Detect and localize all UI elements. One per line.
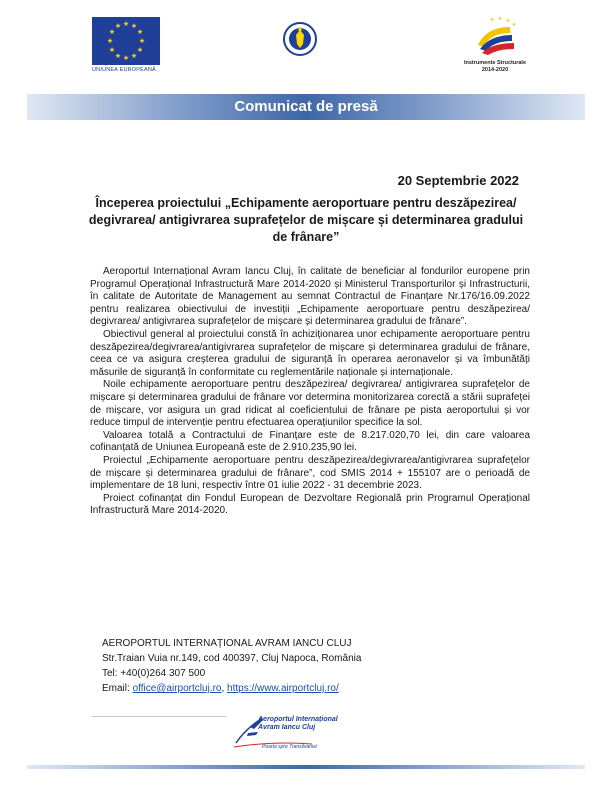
eu-stars-icon — [92, 17, 160, 65]
svg-text:★: ★ — [114, 52, 122, 60]
instrumente-structurale-caption — [455, 60, 535, 74]
press-release-banner — [27, 94, 585, 120]
instrumente-structurale-logo — [470, 15, 518, 57]
paragraph-3: Noile echipamente aeroportuare pentru deszăpezirea/ degivrarea/ antigivrarea suprafețelor de mișcare și determinarea gradului de frânare vor determina monitorizarea corectă a stării suprafeței de mișcare, vor asigura un grad ridicat al coeficientului de frânare pe pista aeroportului și vor reduce timpul de intervenție pentru efectuarea operațiunilor specifice la sol. — [90, 379, 530, 429]
bottom-decorative-bar — [27, 765, 585, 769]
release-title: Începerea proiectului „Echipamente aeroportuare pentru deszăpezirea/ degivrarea/ antigivrarea suprafețelor de mișcare și determinarea gradului de frânare” — [88, 196, 524, 244]
paragraph-5: Proiectul „Echipamente aeroportuare pentru deszăpezirea/degivrarea/antigivrarea suprafețelor de mișcare și determinarea gradului de frânare”, cod SMIS 2014 + 155107 are o perioadă de implementare de 18 luni, respectiv între 01 iulie 2022 - 31 decembrie 2023. — [90, 454, 530, 492]
svg-text:★: ★ — [108, 28, 116, 36]
svg-text:★: ★ — [136, 28, 144, 36]
contact-phone: Tel: +40(0)264 307 500 — [102, 668, 206, 679]
svg-text:★: ★ — [136, 46, 144, 54]
svg-text:★: ★ — [122, 20, 130, 28]
footer-divider — [92, 716, 226, 717]
paragraph-2: Obiectivul general al proiectului constă în achiziționarea unor echipamente aeroportuare pentru deszăpezirea/degivrarea/antigivrarea suprafețelor de mișcare și determinarea gradului de frânare, ceea ce va asigura creșterea gradului de siguranță în operarea aeronavelor și va îmbunătăți măsurile de siguranță în conformitate cu reglementările naționale și internaționale. — [90, 328, 530, 378]
airport-footer-tagline: Poarta spre Transilvania! — [262, 744, 318, 750]
airport-footer-name — [258, 716, 338, 732]
government-seal-logo — [283, 17, 317, 61]
svg-text:★: ★ — [106, 37, 114, 45]
svg-text:★: ★ — [122, 54, 130, 62]
website-link[interactable]: https://www.airportcluj.ro/ — [227, 683, 339, 694]
svg-text:★: ★ — [130, 52, 138, 60]
svg-text:★: ★ — [114, 22, 122, 30]
svg-text:★: ★ — [130, 22, 138, 30]
romanian-coat-of-arms-icon — [283, 17, 317, 61]
contact-block — [102, 636, 361, 696]
paragraph-4: Valoarea totală a Contractului de Finanțare este de 8.217.020,70 lei, din care valoarea cofinanțată de Uniunea Europeană este de 2.910.235,90 lei. — [90, 429, 530, 454]
paragraph-6: Proiect cofinanțat din Fondul European de Dezvoltare Regională prin Programul Operațional Infrastructură Mare 2014-2020. — [90, 492, 530, 517]
contact-org: AEROPORTUL INTERNAȚIONAL AVRAM IANCU CLUJ — [102, 638, 352, 649]
svg-text:★: ★ — [108, 46, 116, 54]
footer-name-line2: Avram Iancu Cluj — [258, 724, 316, 731]
contact-email-row — [102, 681, 361, 696]
paragraph-1: Aeroportul Internațional Avram Iancu Cluj, în calitate de beneficiar al fondurilor europene prin Programul Operațional Infrastructură Mare 2014-2020 și Ministerul Transporturilor și Infrastructurii, în calitate de Autoritate de Management au semnat Contractul de Finanțare Nr.176/16.09.2022 pentru realizarea obiectivului de investiții „Echipamente aeroportuare pentru deszăpezirea/ degivrarea/ antigivrarea suprafețelor de mișcare și determinarea gradului de frânare”. — [90, 266, 530, 328]
eu-caption: UNIUNEA EUROPEANĂ — [92, 67, 156, 73]
contact-separator: , — [221, 683, 228, 694]
structural-instruments-icon — [470, 15, 518, 57]
svg-text:★: ★ — [506, 18, 511, 24]
svg-text:★: ★ — [498, 16, 503, 22]
svg-text:★: ★ — [512, 22, 517, 28]
release-date: 20 Septembrie 2022 — [397, 173, 519, 188]
release-body — [90, 266, 530, 518]
contact-address: Str.Traian Vuia nr.149, cod 400397, Cluj Napoca, România — [102, 653, 362, 664]
svg-text:★: ★ — [490, 17, 495, 23]
is-caption-line2: 2014-2020 — [481, 67, 509, 73]
is-caption-line1: Instrumente Structurale — [463, 60, 527, 66]
email-link[interactable]: office@airportcluj.ro — [132, 683, 222, 694]
svg-text:★: ★ — [138, 37, 146, 45]
banner-title: Comunicat de presă — [234, 98, 378, 115]
email-label: Email: — [102, 683, 133, 694]
eu-flag-logo — [92, 17, 160, 65]
footer-name-line1: Aeroportul Internațional — [258, 716, 338, 723]
